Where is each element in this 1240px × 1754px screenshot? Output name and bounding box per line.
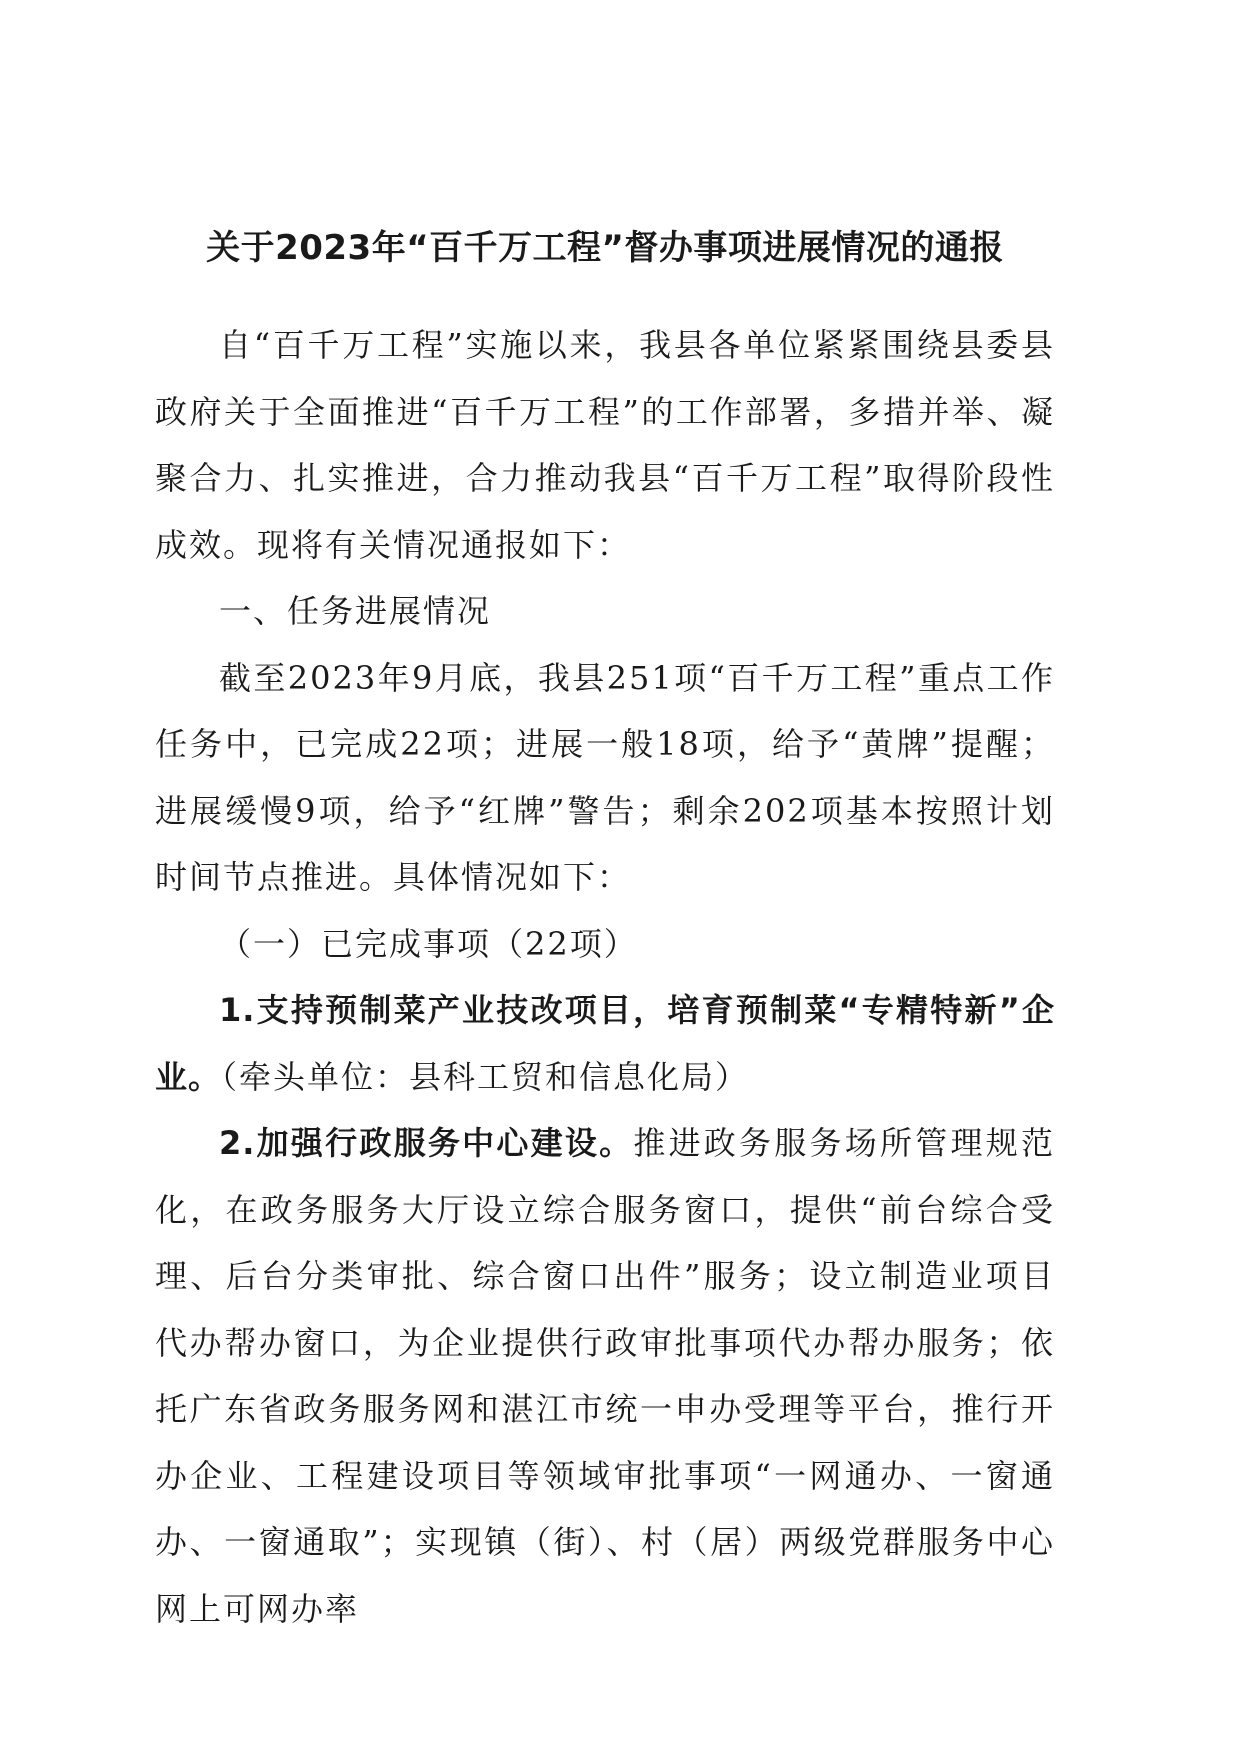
section-summary-paragraph: 截至2023年9月底，我县251项“百千万工程”重点工作任务中，已完成22项；进展一般18项，给予“黄牌”提醒；进展缓慢9项，给予“红牌”警告；剩余202项基本按照计划时间节点推进。具体情况如下： [155,658,1055,896]
item-2-paragraph [155,1110,1055,1642]
document-title: 关于2023年“百千万工程”督办事项进展情况的通报 [206,228,1004,268]
document-body [155,312,1055,1642]
section-heading: 一、任务进展情况 [219,592,492,630]
item-1-paragraph [155,977,1055,1110]
intro-paragraph: 自“百千万工程”实施以来，我县各单位紧紧围绕县委县政府关于全面推进“百千万工程”的工作部署，多措并举、凝聚合力、扎实推进，合力推动我县“百千万工程”取得阶段性成效。现将有关情况通报如下： [155,326,1055,564]
item-2-lead: 2.加强行政服务中心建设。 [219,1124,634,1162]
item-1-body: （牵头单位：县科工贸和信息化局） [221,1057,750,1096]
subsection-heading: （一）已完成事项（22项） [219,924,638,963]
item-1-lead: 1.支持预制菜产业技改项目，培育预制菜“专精特新”企业。 [155,991,1055,1096]
item-2-body: 推进政务服务场所管理规范化，在政务服务大厅设立综合服务窗口，提供“前台综合受理、后台分类审批、综合窗口出件”服务；设立制造业项目代办帮办窗口，为企业提供行政审批事项代办帮办服务；依托广东省政务服务网和湛江市统一申办受理等平台，推行开办企业、工程建设项目等领域审批事项“一网通办、一窗通办、一窗通取”；实现镇（街）、村（居）两级党群服务中心网上可网办率 [155,1124,1055,1628]
